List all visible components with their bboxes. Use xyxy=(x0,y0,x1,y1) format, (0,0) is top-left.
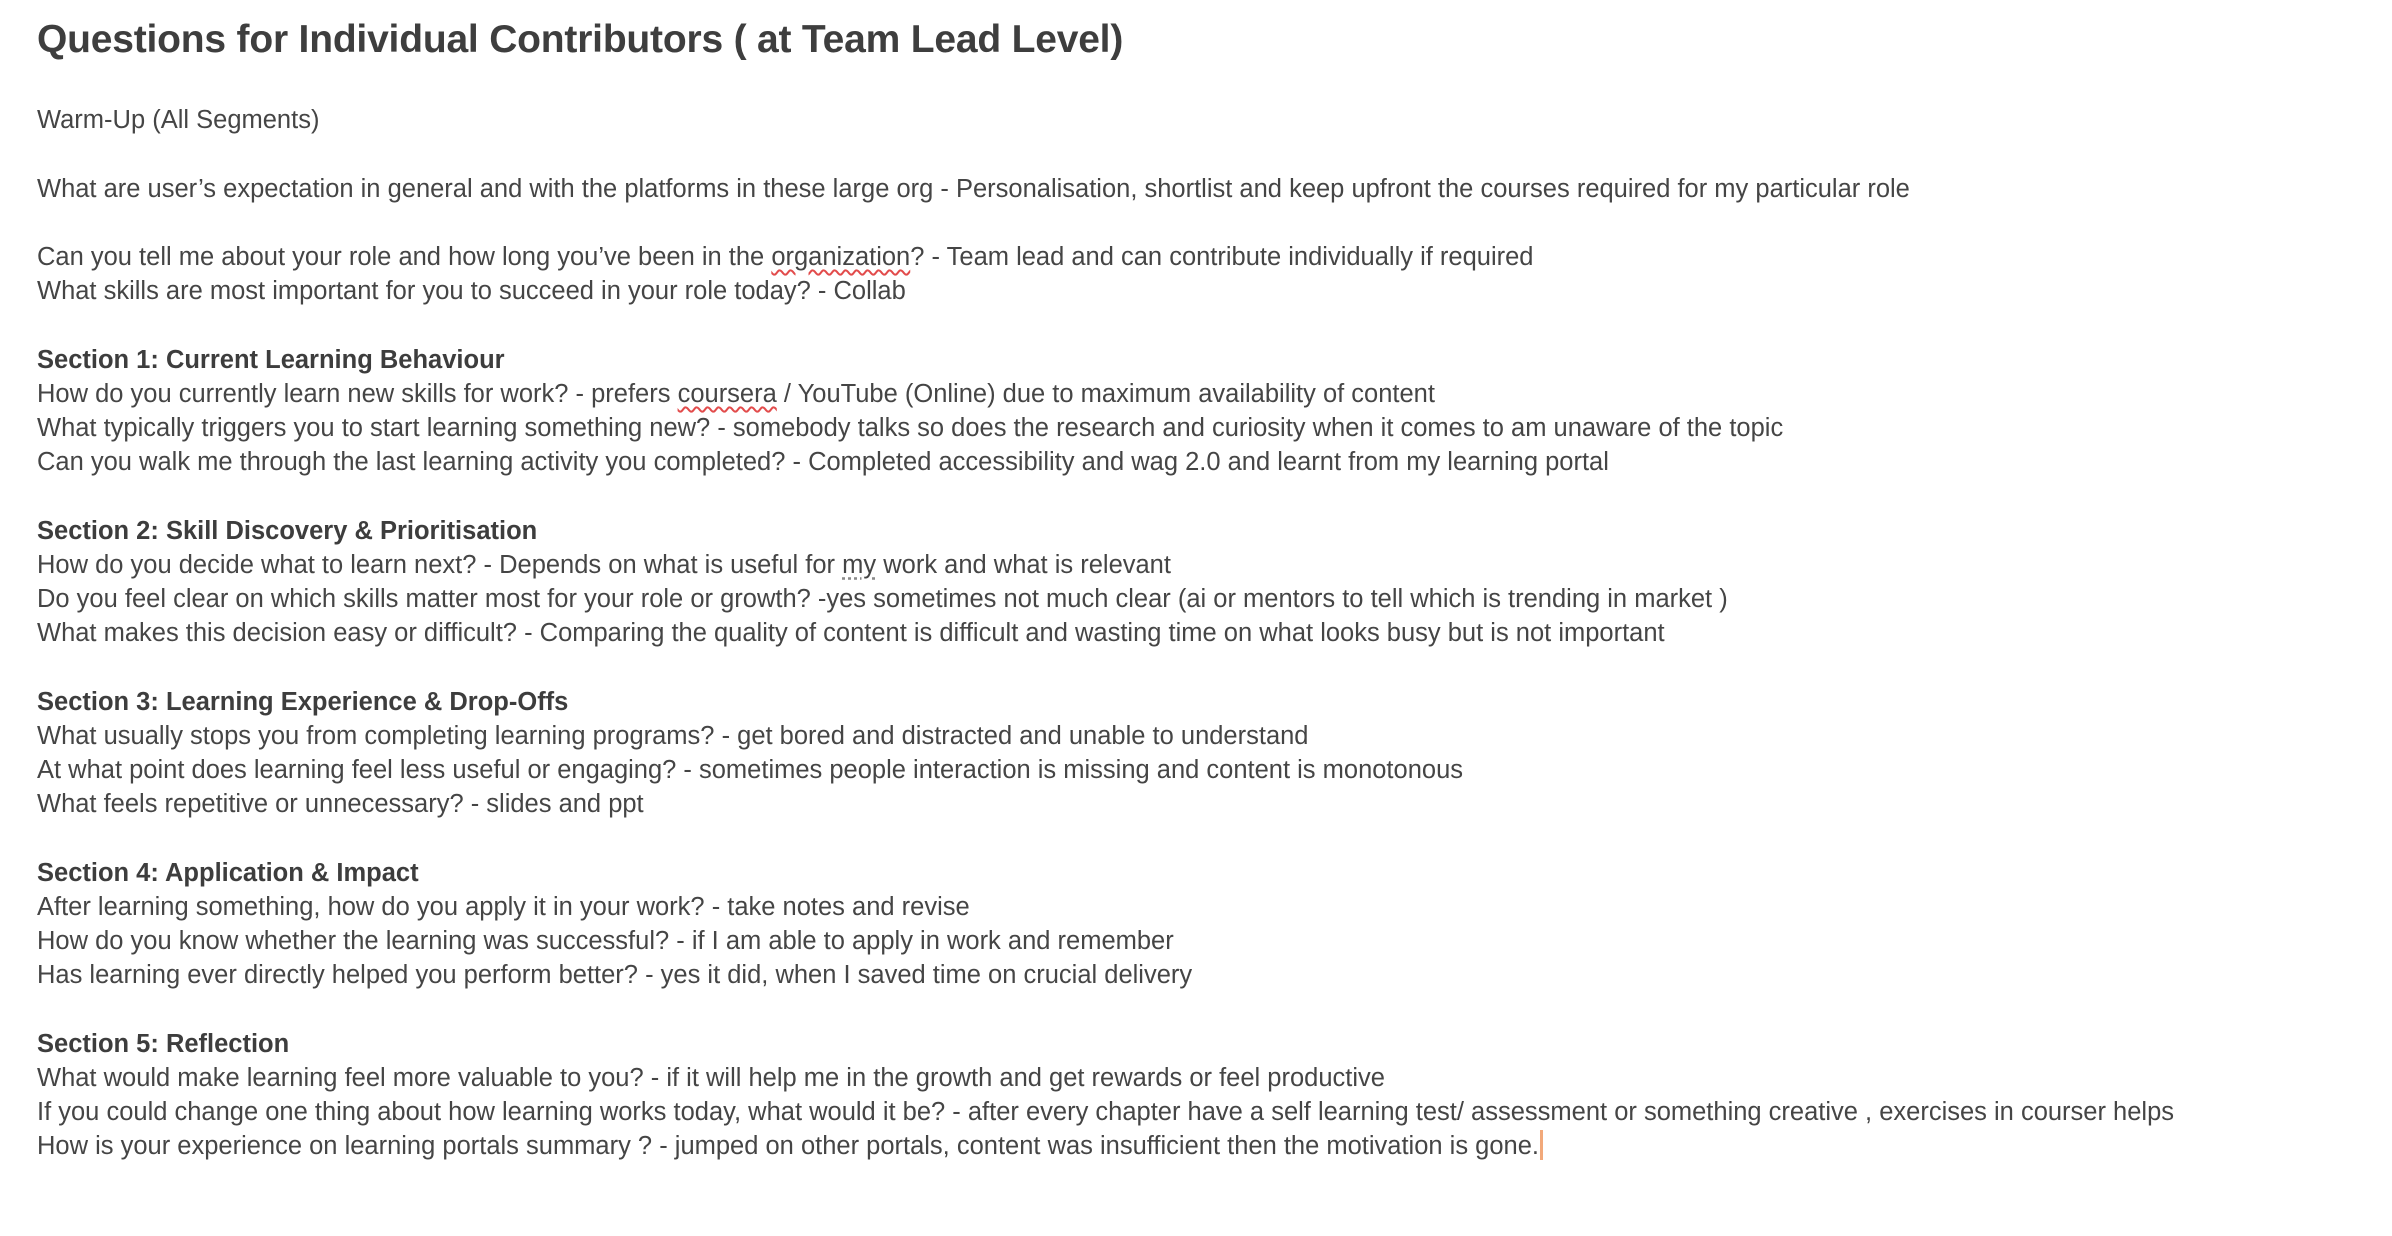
section2-q3-line: What makes this decision easy or difficult? - Comparing the quality of content is difficult and wasting time on what looks busy but is not important xyxy=(37,619,1665,647)
section3-q2-line: At what point does learning feel less useful or engaging? - sometimes people interaction is missing and content is monotonous xyxy=(37,756,1463,784)
text-run: ? - Team lead and can contribute individually if required xyxy=(910,243,1534,271)
section4-heading: Section 4: Application & Impact xyxy=(37,859,419,887)
section1-q1-line xyxy=(37,377,1435,411)
spellcheck-word[interactable]: coursera xyxy=(677,380,777,408)
section1-heading: Section 1: Current Learning Behaviour xyxy=(37,346,505,374)
section5-heading: Section 5: Reflection xyxy=(37,1030,290,1058)
text-run: How do you decide what to learn next? - Depends on what is useful for xyxy=(37,551,843,579)
section1-q3-line: Can you walk me through the last learning activity you completed? - Completed accessibility and wag 2.0 and learnt from my learning portal xyxy=(37,448,1609,476)
section4-q1-line: After learning something, how do you apply it in your work? - take notes and revise xyxy=(37,893,970,921)
section3-q1-line: What usually stops you from completing learning programs? - get bored and distracted and unable to understand xyxy=(37,722,1309,750)
page-title: Questions for Individual Contributors ( at Team Lead Level) xyxy=(37,18,1124,61)
warmup-skills-line: What skills are most important for you to succeed in your role today? - Collab xyxy=(37,277,906,305)
text-run: How is your experience on learning portals summary ? - jumped on other portals, content was insufficient then the motivation is gone. xyxy=(37,1132,1539,1160)
section2-q2-line: Do you feel clear on which skills matter most for your role or growth? -yes sometimes not much clear (ai or mentors to tell which is trending in market ) xyxy=(37,585,1728,613)
grammar-word[interactable]: my xyxy=(842,551,877,579)
warmup-expectation-line: What are user’s expectation in general and with the platforms in these large org - Personalisation, shortlist and keep upfront the courses required for my particular role xyxy=(37,175,1910,203)
spellcheck-word[interactable]: organization xyxy=(771,243,911,271)
section1-q2-line: What typically triggers you to start learning something new? - somebody talks so does the research and curiosity when it comes to am unaware of the topic xyxy=(37,414,1784,442)
text-run: How do you currently learn new skills for work? - prefers xyxy=(37,380,678,408)
text-run: Can you tell me about your role and how long you’ve been in the xyxy=(37,243,772,271)
text-run: work and what is relevant xyxy=(876,551,1171,579)
section4-q3-line: Has learning ever directly helped you perform better? - yes it did, when I saved time on crucial delivery xyxy=(37,961,1193,989)
section5-q1-line: What would make learning feel more valuable to you? - if it will help me in the growth and get rewards or feel productive xyxy=(37,1064,1385,1092)
section2-q1-line xyxy=(37,548,1171,582)
warmup-role-line xyxy=(37,240,1533,274)
section3-q3-line: What feels repetitive or unnecessary? - slides and ppt xyxy=(37,790,644,818)
section4-q2-line: How do you know whether the learning was successful? - if I am able to apply in work and remember xyxy=(37,927,1174,955)
section2-heading: Section 2: Skill Discovery & Prioritisation xyxy=(37,517,538,545)
section3-heading: Section 3: Learning Experience & Drop-Offs xyxy=(37,688,569,716)
section5-q2-line: If you could change one thing about how learning works today, what would it be? - after every chapter have a self learning test/ assessment or something creative , exercises in courser helps xyxy=(37,1098,2175,1126)
text-cursor xyxy=(1540,1130,1543,1160)
section5-q3-line xyxy=(37,1129,1543,1163)
warmup-heading: Warm-Up (All Segments) xyxy=(37,106,320,134)
text-run: / YouTube (Online) due to maximum availability of content xyxy=(776,380,1435,408)
